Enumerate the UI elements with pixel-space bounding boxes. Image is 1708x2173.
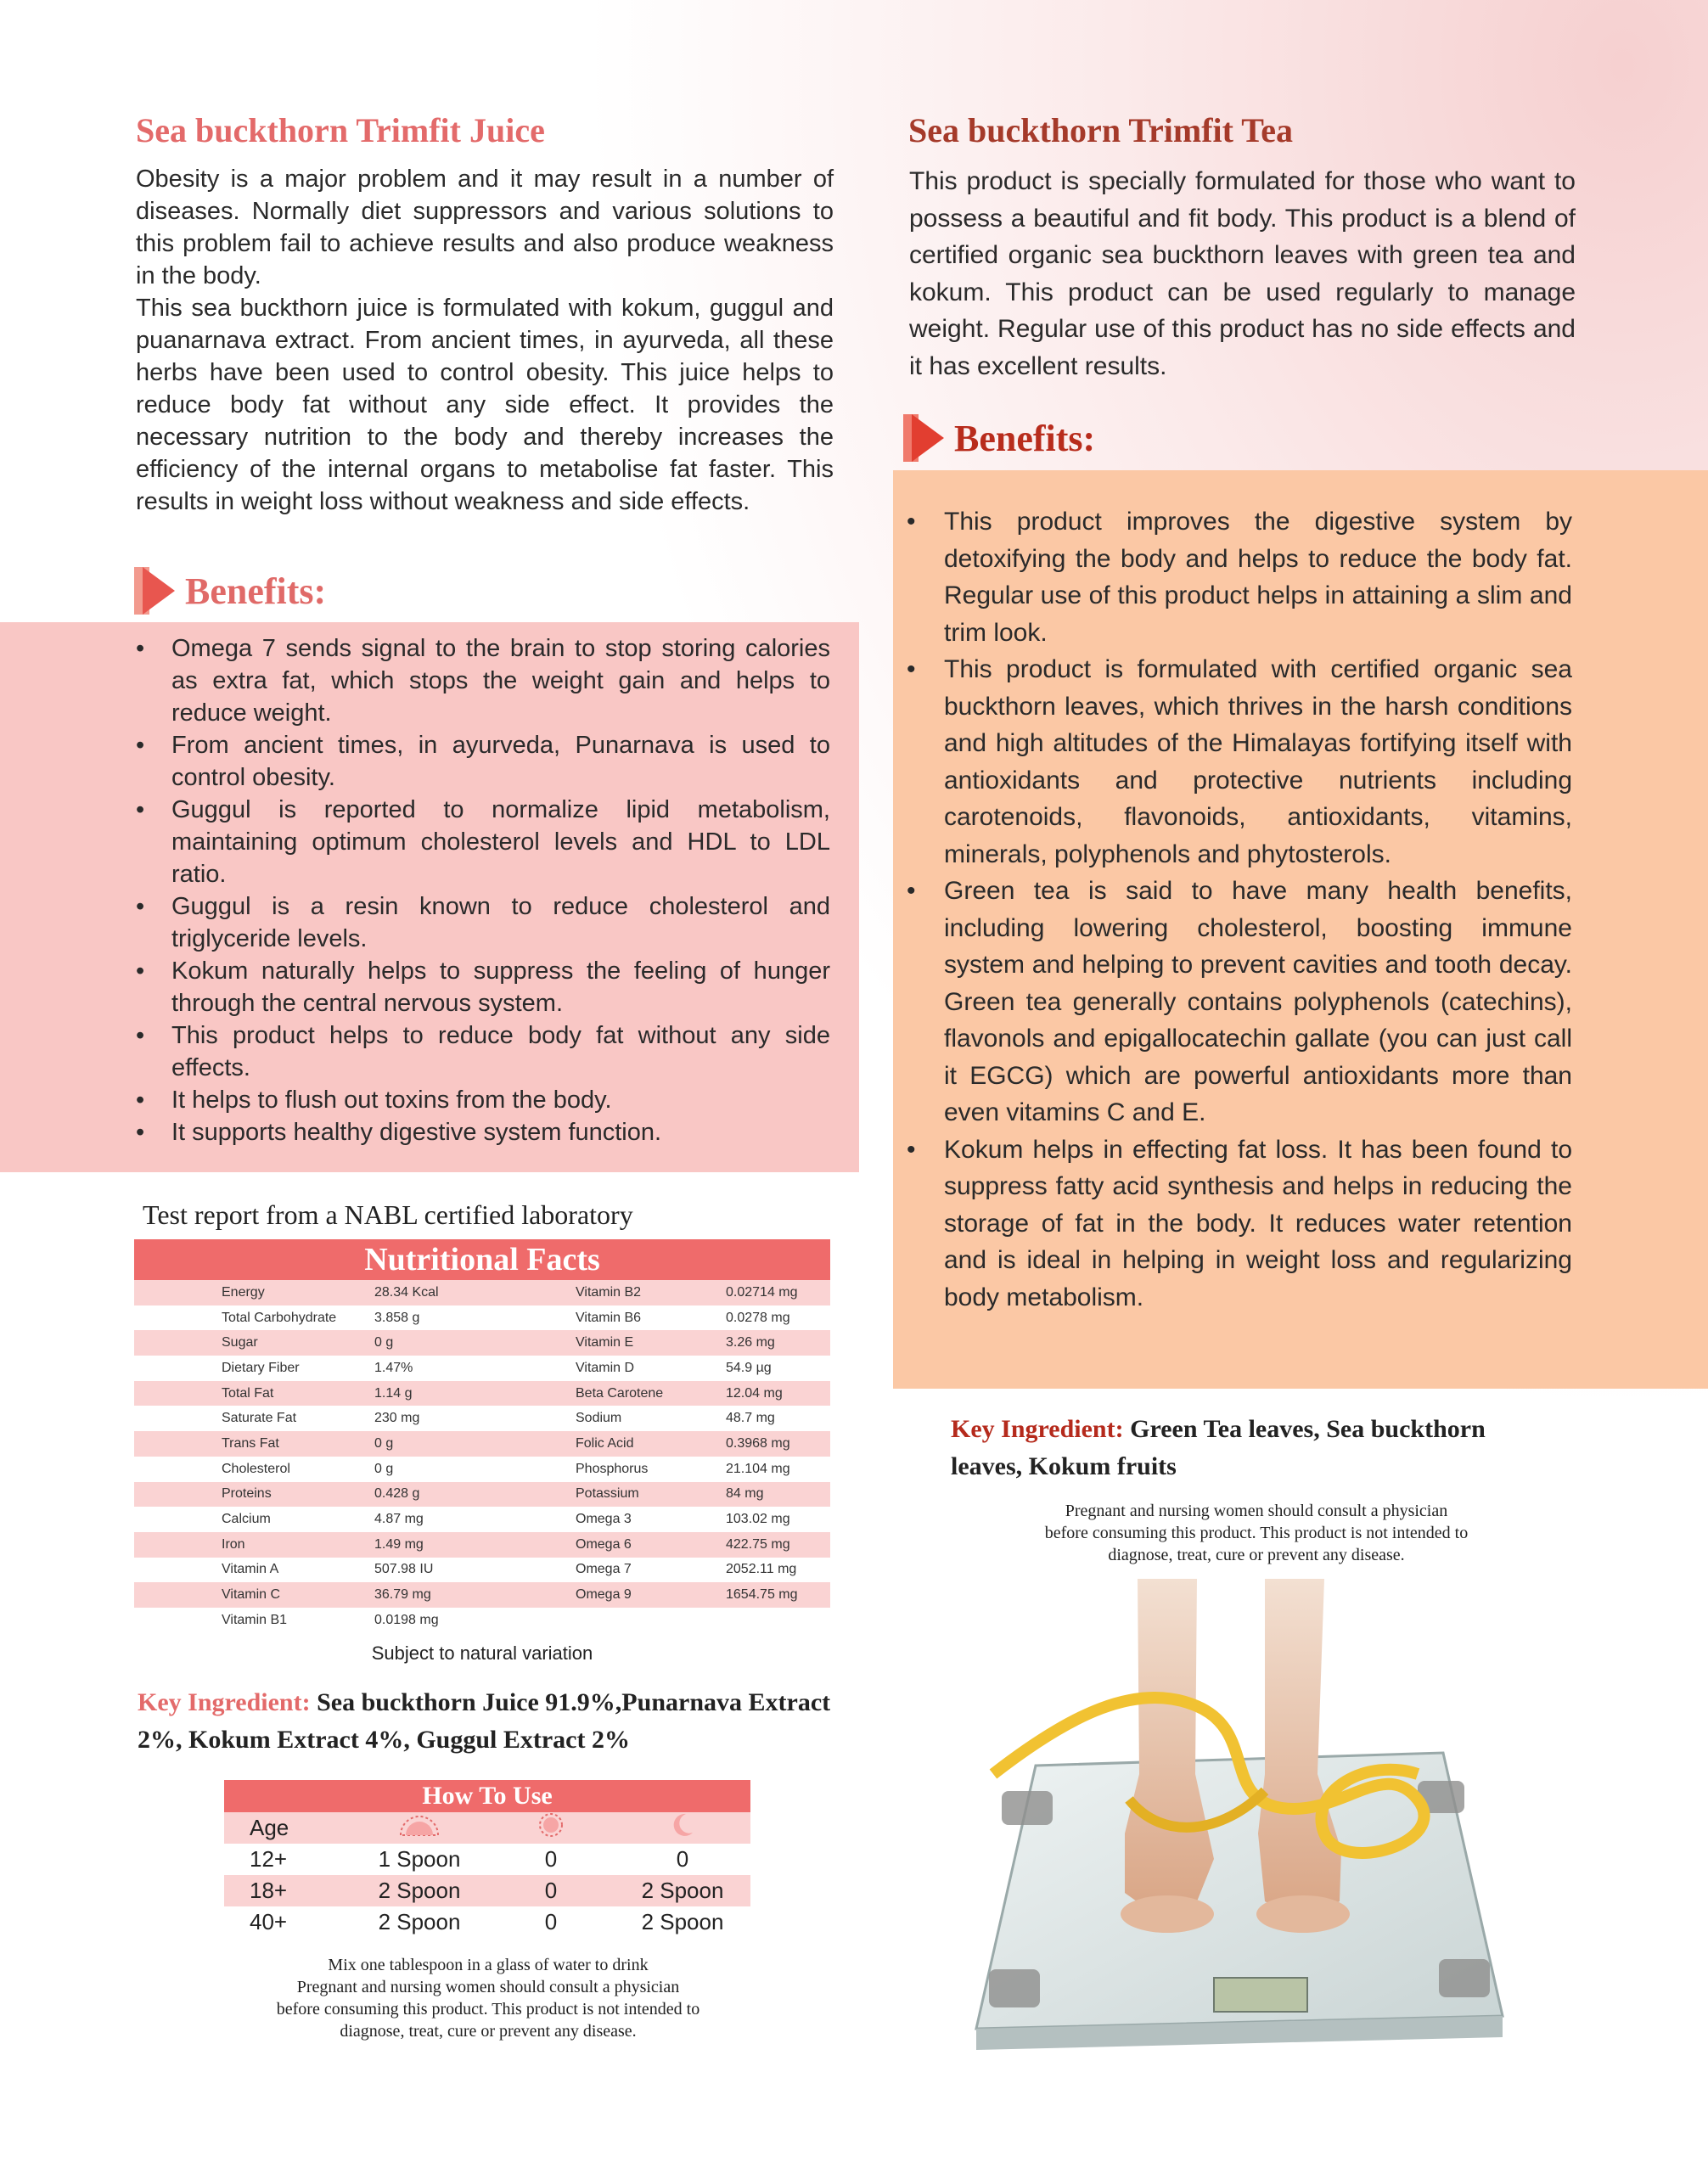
nutrition-row <box>134 1608 830 1633</box>
nutrient-name: Cholesterol <box>222 1461 290 1476</box>
nutrient-name: Vitamin C <box>222 1587 281 1603</box>
juice-intro-p1: Obesity is a major problem and it may result in a number of diseases. Normally diet suppressors and various solutions to this problem fail to achieve results and also produce weakness in the body. <box>136 166 834 289</box>
nutrition-row <box>134 1582 830 1608</box>
tea-title: Sea buckthorn Trimfit Tea <box>908 111 1294 149</box>
juice-benefit-item: • It helps to flush out toxins from the body. <box>136 1084 830 1116</box>
how-to-use-title: How To Use <box>224 1780 750 1812</box>
nutrient-name: Sodium <box>576 1411 622 1426</box>
nutrient-value: 4.87 mg <box>374 1512 424 1527</box>
nutrient-name: Dietary Fiber <box>222 1360 300 1375</box>
tea-key-text: Green Tea leaves, Sea buckthorn leaves, Kokum fruits <box>951 1415 1486 1480</box>
juice-key-label: Key Ingredient: <box>138 1688 311 1716</box>
juice-benefit-item: • This product helps to reduce body fat without any side effects. <box>136 1019 830 1084</box>
test-report-caption: Test report from a NABL certified laboratory <box>143 1199 633 1230</box>
tea-footer-line: Pregnant and nursing women should consult a physician <box>1065 1502 1448 1520</box>
tea-key-label: Key Ingredient: <box>951 1415 1124 1443</box>
arrow-icon <box>903 414 944 462</box>
dose-cell: 0 <box>544 1878 558 1903</box>
juice-footer-line: Mix one tablespoon in a glass of water to drink <box>328 1956 649 1974</box>
how-to-use-row <box>224 1875 750 1906</box>
juice-key-text: Sea buckthorn Juice 91.9%,Punarnava Extract 2%, Kokum Extract 4%, Guggul Extract 2% <box>138 1688 831 1754</box>
dose-cell: 0 <box>544 1909 558 1934</box>
nutrition-row <box>134 1356 830 1381</box>
nutrition-row <box>134 1507 830 1532</box>
age-cell: 18+ <box>250 1878 288 1903</box>
dose-cell: 0 <box>544 1846 558 1872</box>
juice-benefit-item: • Kokum naturally helps to suppress the feeling of hunger through the central nervous system. <box>136 955 830 1019</box>
nutrition-row <box>134 1482 830 1508</box>
nutrient-name: Total Carbohydrate <box>222 1310 337 1325</box>
tea-benefits-label: Benefits: <box>954 417 1096 459</box>
nutrient-value: 422.75 mg <box>726 1536 790 1552</box>
nutrient-name: Calcium <box>222 1512 271 1527</box>
nutrient-value: 1.47% <box>374 1360 413 1375</box>
nutrient-name: Omega 3 <box>576 1512 632 1527</box>
juice-benefits-heading <box>134 567 326 615</box>
juice-footer-line: before consuming this product. This product is not intended to <box>276 2000 700 2019</box>
nutrient-value: 28.34 Kcal <box>374 1284 439 1300</box>
nutrient-name: Iron <box>222 1536 245 1552</box>
nutrient-value: 1654.75 mg <box>726 1587 798 1603</box>
nutrient-name: Vitamin A <box>222 1562 279 1577</box>
nutrient-value: 84 mg <box>726 1486 764 1502</box>
dose-cell: 2 Spoon <box>378 1909 461 1934</box>
dose-cell: 2 Spoon <box>641 1878 724 1903</box>
nutrient-value: 2052.11 mg <box>726 1562 797 1577</box>
nutrition-row <box>134 1381 830 1407</box>
nutrient-name: Sugar <box>222 1335 258 1350</box>
nutrient-name: Beta Carotene <box>576 1385 664 1401</box>
nutrition-row <box>134 1330 830 1356</box>
nutrition-row <box>134 1558 830 1583</box>
tea-benefit-item: • Green tea is said to have many health benefits, including lowering cholesterol, boosting immune system and helping to prevent cavities and tooth decay. Green tea generally contains polyphenols (catechins), flavonols and epigallocatechin gallate (you can just call it EGCG) which are powerful antioxidants more than even vitamins C and E. <box>907 873 1572 1131</box>
nutrient-value: 0 g <box>374 1335 394 1350</box>
tea-footer-note <box>951 1500 1562 1566</box>
juice-benefits-label: Benefits: <box>185 570 327 612</box>
juice-benefit-item: • Omega 7 sends signal to the brain to stop storing calories as extra fat, which stops the weight gain and helps to reduce weight. <box>136 632 830 729</box>
nutrient-value: 3.26 mg <box>726 1335 775 1350</box>
nutrient-value: 0 g <box>374 1435 394 1451</box>
nutrient-value: 0 g <box>374 1461 394 1476</box>
nutrient-value: 48.7 mg <box>726 1411 775 1426</box>
nutrition-table <box>134 1239 830 1633</box>
dose-cell: 2 Spoon <box>641 1909 724 1934</box>
nutrient-value: 230 mg <box>374 1411 420 1426</box>
age-header: Age <box>250 1815 289 1840</box>
sunrise-icon <box>351 1813 487 1843</box>
how-to-use-rows <box>224 1844 750 1938</box>
moon-icon <box>615 1812 750 1844</box>
nutrient-value: 0.02714 mg <box>726 1284 798 1300</box>
nutrient-name: Proteins <box>222 1486 272 1502</box>
juice-key-ingredient <box>138 1684 851 1759</box>
how-to-use-table <box>224 1780 750 1938</box>
how-to-use-row <box>224 1844 750 1875</box>
juice-benefit-item: • Guggul is reported to normalize lipid metabolism, maintaining optimum cholesterol levels and HDL to LDL ratio. <box>136 794 830 890</box>
nutrient-value: 54.9 µg <box>726 1360 772 1375</box>
nutrition-row <box>134 1532 830 1558</box>
nutrient-name: Folic Acid <box>576 1435 634 1451</box>
nutrient-name: Energy <box>222 1284 265 1300</box>
nutrient-name: Phosphorus <box>576 1461 649 1476</box>
nutrient-value: 21.104 mg <box>726 1461 790 1476</box>
nutrient-value: 1.49 mg <box>374 1536 424 1552</box>
nutrient-value: 0.0198 mg <box>374 1612 439 1627</box>
nutrition-row <box>134 1406 830 1431</box>
how-to-use-header <box>224 1812 750 1844</box>
weight-scale-illustration <box>942 1579 1553 2054</box>
nutrition-rows <box>134 1280 830 1633</box>
arrow-icon <box>134 567 175 615</box>
nutrition-row <box>134 1431 830 1457</box>
tea-benefit-item: • This product is formulated with certified organic sea buckthorn leaves, which thrives in the harsh conditions and high altitudes of the Himalayas fortifying itself with antioxidants and protective nutrients including carotenoids, flavonoids, antioxidants, vitamins, minerals, polyphenols and phytosterols. <box>907 651 1572 873</box>
dose-cell: 2 Spoon <box>378 1878 461 1903</box>
nutrient-name: Total Fat <box>222 1385 274 1401</box>
juice-footer-line: diagnose, treat, cure or prevent any disease. <box>340 2022 637 2041</box>
nutrient-name: Omega 6 <box>576 1536 632 1552</box>
age-cell: 40+ <box>250 1909 288 1934</box>
tea-benefits-list <box>907 503 1572 1316</box>
nutrient-name: Vitamin E <box>576 1335 634 1350</box>
tea-intro: This product is specially formulated for those who want to possess a beautiful and fit body. This product is a blend of certified organic sea buckthorn leaves with green tea and kokum. This product can be used regularly to manage weight. Regular use of this product has no side effects and it has excellent results. <box>909 167 1576 380</box>
how-to-use-row <box>224 1906 750 1938</box>
nutrition-row <box>134 1280 830 1305</box>
dose-cell: 0 <box>676 1846 689 1872</box>
nutrient-value: 12.04 mg <box>726 1385 783 1401</box>
nutrient-value: 36.79 mg <box>374 1587 431 1603</box>
nutrition-row <box>134 1305 830 1331</box>
nutrient-value: 0.428 g <box>374 1486 420 1502</box>
nutrient-value: 0.0278 mg <box>726 1310 790 1325</box>
nutrient-name: Vitamin D <box>576 1360 635 1375</box>
juice-benefit-item: • It supports healthy digestive system function. <box>136 1116 830 1148</box>
nutrient-name: Saturate Fat <box>222 1411 297 1426</box>
nutrient-name: Omega 7 <box>576 1562 632 1577</box>
nutrient-name: Vitamin B1 <box>222 1612 288 1627</box>
nutrition-title: Nutritional Facts <box>134 1239 830 1280</box>
juice-footer-note <box>161 1954 815 2042</box>
dose-cell: 1 Spoon <box>378 1846 461 1872</box>
age-cell: 12+ <box>250 1846 288 1872</box>
juice-benefits-list <box>136 632 830 1148</box>
nutrient-value: 507.98 IU <box>374 1562 434 1577</box>
nutrient-name: Omega 9 <box>576 1587 632 1603</box>
nutrient-name: Trans Fat <box>222 1435 279 1451</box>
tea-benefits-panel <box>893 470 1708 1389</box>
sun-icon <box>487 1811 615 1845</box>
nutrient-name: Potassium <box>576 1486 639 1502</box>
nutrient-value: 0.3968 mg <box>726 1435 790 1451</box>
nutrient-name: Vitamin B2 <box>576 1284 642 1300</box>
juice-title: Sea buckthorn Trimfit Juice <box>136 111 545 149</box>
juice-benefits-panel <box>0 622 859 1172</box>
tea-benefit-item: • Kokum helps in effecting fat loss. It has been found to suppress fatty acid synthesis and helps in reducing the storage of fat in the body. It reduces water retention and is ideal in helping in weight loss and regularizing body metabolism. <box>907 1131 1572 1317</box>
nutrient-value: 103.02 mg <box>726 1512 790 1527</box>
nutrition-row <box>134 1457 830 1482</box>
juice-benefit-item: • From ancient times, in ayurveda, Punarnava is used to control obesity. <box>136 729 830 794</box>
juice-intro-p2: This sea buckthorn juice is formulated with kokum, guggul and puanarnava extract. From ancient times, in ayurveda, all these herbs have been used to control obesity. This juice helps to reduce body fat without any side effect. It provides the necessary nutrition to the body and thereby increases the efficiency of the internal organs to metabolise fat faster. This results in weight loss without weakness and side effects. <box>136 295 834 515</box>
juice-intro <box>136 163 834 518</box>
juice-footer-line: Pregnant and nursing women should consult a physician <box>296 1978 680 1996</box>
tea-key-ingredient <box>951 1411 1562 1485</box>
tea-footer-line: diagnose, treat, cure or prevent any disease. <box>1108 1546 1405 1564</box>
tea-benefit-item: • This product improves the digestive system by detoxifying the body and helps to reduce the body fat. Regular use of this product helps in attaining a slim and trim look. <box>907 503 1572 651</box>
variation-note: Subject to natural variation <box>371 1642 593 1664</box>
tea-footer-line: before consuming this product. This product is not intended to <box>1044 1524 1469 1542</box>
tea-benefits-heading <box>903 414 1095 462</box>
juice-benefit-item: • Guggul is a resin known to reduce cholesterol and triglyceride levels. <box>136 890 830 955</box>
nutrient-name: Vitamin B6 <box>576 1310 642 1325</box>
nutrient-value: 3.858 g <box>374 1310 420 1325</box>
nutrient-value: 1.14 g <box>374 1385 413 1401</box>
